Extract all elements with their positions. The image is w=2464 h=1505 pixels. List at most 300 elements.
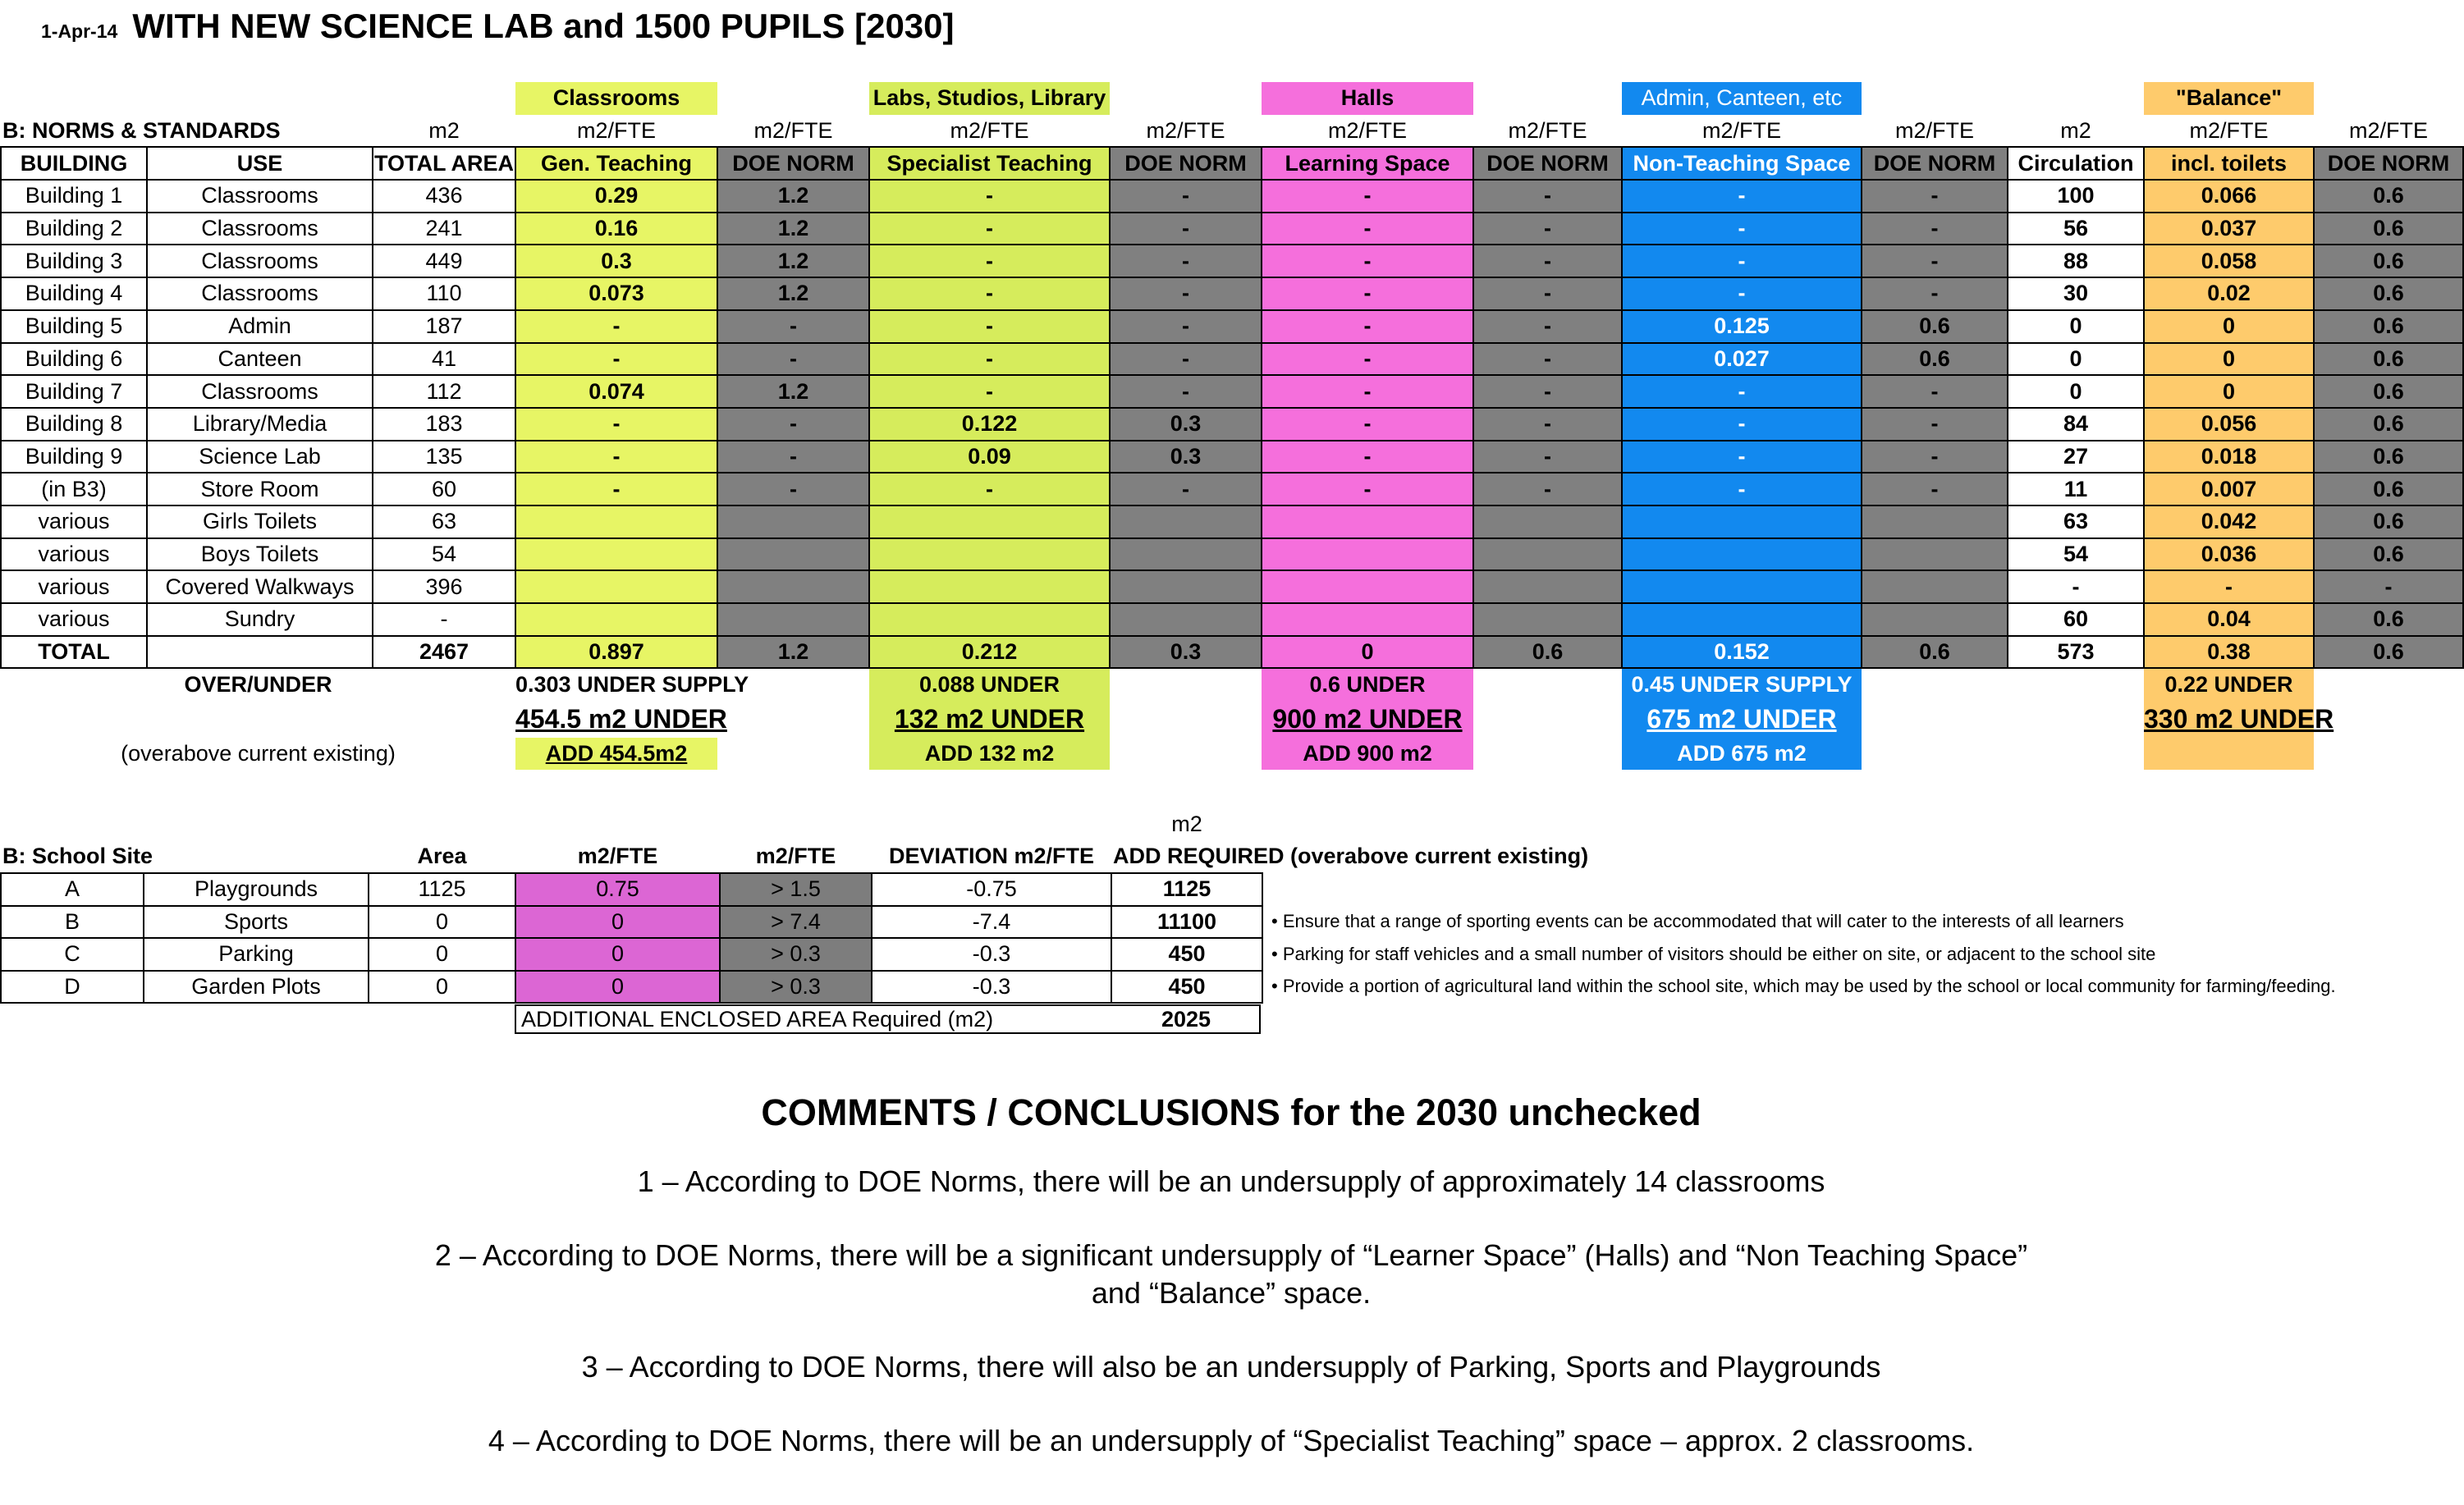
header-incl-toilets: incl. toilets — [2144, 147, 2314, 180]
doe-norm-specialist-cell — [1110, 603, 1262, 636]
spacer — [1473, 701, 1622, 738]
site-deviation: -0.3 — [872, 971, 1111, 1004]
circulation-cell: 100 — [2008, 180, 2144, 213]
doe-norm-teaching-cell — [717, 603, 869, 636]
use-cell: Girls Toilets — [147, 505, 373, 538]
doe-norm-teaching-cell: - — [717, 408, 869, 441]
specialist-teaching-cell: - — [869, 245, 1110, 277]
doe-norm-non-teaching-cell: - — [1862, 408, 2008, 441]
site-area: 1125 — [369, 873, 515, 906]
building-cell: Building 4 — [1, 277, 147, 310]
m2-under-admin: 675 m2 UNDER — [1622, 701, 1862, 738]
doe-norm-non-teaching-cell: - — [1862, 245, 2008, 277]
building-cell: Building 1 — [1, 180, 147, 213]
doe-norm-learning-cell — [1473, 570, 1622, 603]
comment-4: 4 – According to DOE Norms, there will be an undersupply of “Specialist Teaching” space – approx. 2 classrooms. — [488, 1424, 1975, 1457]
incl-toilets-cell: 0.042 — [2144, 505, 2314, 538]
doe-norm-balance-cell: 0.6 — [2314, 408, 2463, 441]
specialist-teaching-cell — [869, 538, 1110, 571]
total-area-cell: 135 — [373, 441, 515, 473]
specialist-teaching-cell — [869, 570, 1110, 603]
comment-3: 3 – According to DOE Norms, there will also be an undersupply of Parking, Sports and Playgrounds — [581, 1350, 1881, 1384]
header-use: USE — [147, 147, 373, 180]
units-row — [1, 115, 2463, 148]
incl-toilets-cell: 0.04 — [2144, 603, 2314, 636]
doe-norm-balance-cell: 0.6 — [2314, 277, 2463, 310]
spacer — [1473, 738, 1622, 771]
unit-doe-norm-non-teaching: m2/FTE — [1894, 117, 1974, 143]
learning-space-cell — [1262, 505, 1473, 538]
total-non-teaching-space: 0.152 — [1622, 636, 1862, 669]
learning-space-cell — [1262, 603, 1473, 636]
building-cell: Building 6 — [1, 343, 147, 376]
use-cell: Sundry — [147, 603, 373, 636]
site-id: A — [1, 873, 144, 906]
specialist-teaching-cell: - — [869, 375, 1110, 408]
site-header-fte: m2/FTE — [577, 844, 658, 869]
section-site-title: B: School Site — [2, 844, 153, 869]
spacer — [1862, 701, 2144, 738]
add-row-label: (overabove current existing) — [121, 740, 396, 766]
doe-norm-balance-cell: 0.6 — [2314, 505, 2463, 538]
use-cell: Classrooms — [147, 180, 373, 213]
site-row — [1, 906, 2463, 939]
over-under-halls: 0.6 UNDER — [1262, 668, 1473, 701]
table-row — [1, 473, 2463, 505]
doe-norm-specialist-cell: 0.3 — [1110, 441, 1262, 473]
site-header-area: Area — [417, 844, 467, 869]
building-cell: (in B3) — [1, 473, 147, 505]
site-header-add: ADD REQUIRED (overabove current existing) — [1113, 844, 1589, 869]
use-cell: Classrooms — [147, 245, 373, 277]
unit-doe-norm-teaching: m2/FTE — [753, 117, 833, 143]
enclosed-area-label: ADDITIONAL ENCLOSED AREA Required (m2) — [521, 1006, 994, 1032]
total-learning-space: 0 — [1262, 636, 1473, 669]
site-header-norm: m2/FTE — [755, 844, 836, 869]
doe-norm-specialist-cell: - — [1110, 180, 1262, 213]
add-labs: ADD 132 m2 — [869, 738, 1110, 771]
spacer — [2314, 738, 2463, 771]
circulation-cell: 54 — [2008, 538, 2144, 571]
doe-norm-teaching-cell — [717, 570, 869, 603]
doe-norm-learning-cell: - — [1473, 441, 1622, 473]
learning-space-cell: - — [1262, 441, 1473, 473]
circulation-cell: 30 — [2008, 277, 2144, 310]
total-area-cell: 183 — [373, 408, 515, 441]
gen-teaching-cell: - — [515, 408, 717, 441]
table-row — [1, 603, 2463, 636]
gen-teaching-cell — [515, 603, 717, 636]
non-teaching-space-cell: - — [1622, 473, 1862, 505]
total-area-cell: 241 — [373, 213, 515, 245]
specialist-teaching-cell: - — [869, 343, 1110, 376]
doe-norm-teaching-cell: 1.2 — [717, 180, 869, 213]
site-m2-row — [1, 808, 2463, 841]
site-row — [1, 938, 2463, 971]
spacer — [1473, 668, 1622, 701]
circulation-cell: - — [2008, 570, 2144, 603]
gen-teaching-cell: 0.16 — [515, 213, 717, 245]
site-area: 0 — [369, 906, 515, 939]
doe-norm-learning-cell — [1473, 603, 1622, 636]
total-area-cell: - — [373, 603, 515, 636]
norms-table — [0, 82, 2464, 770]
spacer — [1862, 668, 2144, 701]
gen-teaching-cell — [515, 570, 717, 603]
site-area: 0 — [369, 971, 515, 1004]
site-note: • Parking for staff vehicles and a small number of visitors should be either on site, or adjacent to the school site — [1271, 943, 2156, 964]
spacer — [1110, 668, 1262, 701]
use-cell: Canteen — [147, 343, 373, 376]
doe-norm-balance-cell: 0.6 — [2314, 538, 2463, 571]
site-fte: 0.75 — [515, 873, 720, 906]
section-norms-title: B: NORMS & STANDARDS — [2, 117, 281, 143]
table-row — [1, 213, 2463, 245]
specialist-teaching-cell: 0.122 — [869, 408, 1110, 441]
building-cell: Building 5 — [1, 310, 147, 343]
doe-norm-teaching-cell: - — [717, 310, 869, 343]
doe-norm-specialist-cell: - — [1110, 310, 1262, 343]
incl-toilets-cell: 0.066 — [2144, 180, 2314, 213]
m2-under-classrooms: 454.5 m2 UNDER — [515, 704, 727, 734]
doe-norm-specialist-cell — [1110, 538, 1262, 571]
site-note: • Provide a portion of agricultural land within the school site, which may be used by the school or local community for farming/feeding. — [1271, 976, 2336, 997]
table-row — [1, 375, 2463, 408]
circulation-cell: 84 — [2008, 408, 2144, 441]
non-teaching-space-cell — [1622, 505, 1862, 538]
add-admin: ADD 675 m2 — [1622, 738, 1862, 771]
category-balance: "Balance" — [2144, 82, 2314, 115]
comment-2 — [0, 1237, 2462, 1312]
doe-norm-balance-cell: 0.6 — [2314, 213, 2463, 245]
site-norm: > 0.3 — [720, 971, 872, 1004]
sheet-date: 1-Apr-14 — [41, 21, 118, 42]
total-specialist-teaching: 0.212 — [869, 636, 1110, 669]
circulation-cell: 0 — [2008, 310, 2144, 343]
unit-learning-space: m2/FTE — [1327, 117, 1407, 143]
site-fte: 0 — [515, 938, 720, 971]
category-row — [1, 82, 2463, 115]
non-teaching-space-cell: - — [1622, 277, 1862, 310]
use-cell: Library/Media — [147, 408, 373, 441]
circulation-cell: 11 — [2008, 473, 2144, 505]
table-row — [1, 277, 2463, 310]
doe-norm-balance-cell: 0.6 — [2314, 310, 2463, 343]
site-row — [1, 873, 2463, 906]
site-area: 0 — [369, 938, 515, 971]
use-cell: Store Room — [147, 473, 373, 505]
doe-norm-non-teaching-cell: - — [1862, 180, 2008, 213]
circulation-cell: 56 — [2008, 213, 2144, 245]
learning-space-cell: - — [1262, 473, 1473, 505]
incl-toilets-cell: 0 — [2144, 343, 2314, 376]
over-under-row — [1, 668, 2463, 701]
non-teaching-space-cell — [1622, 570, 1862, 603]
circulation-cell: 63 — [2008, 505, 2144, 538]
doe-norm-teaching-cell: 1.2 — [717, 213, 869, 245]
doe-norm-teaching-cell — [717, 505, 869, 538]
unit-doe-norm-specialist: m2/FTE — [1146, 117, 1225, 143]
site-fte: 0 — [515, 971, 720, 1004]
building-cell: Building 2 — [1, 213, 147, 245]
header-doe-norm-learning: DOE NORM — [1473, 147, 1622, 180]
doe-norm-teaching-cell: 1.2 — [717, 245, 869, 277]
doe-norm-non-teaching-cell: - — [1862, 473, 2008, 505]
incl-toilets-cell: 0.036 — [2144, 538, 2314, 571]
unit-total-area: m2 — [428, 117, 460, 143]
spacer — [1, 82, 515, 115]
doe-norm-non-teaching-cell: 0.6 — [1862, 343, 2008, 376]
circulation-cell: 0 — [2008, 343, 2144, 376]
site-add: 450 — [1111, 938, 1262, 971]
non-teaching-space-cell: - — [1622, 180, 1862, 213]
doe-norm-specialist-cell: - — [1110, 277, 1262, 310]
header-learning-space: Learning Space — [1262, 147, 1473, 180]
header-gen-teaching: Gen. Teaching — [515, 147, 717, 180]
sheet-title: WITH NEW SCIENCE LAB and 1500 PUPILS [2030] — [132, 7, 955, 45]
table-row — [1, 408, 2463, 441]
doe-norm-teaching-cell: - — [717, 343, 869, 376]
doe-norm-specialist-cell — [1110, 570, 1262, 603]
doe-norm-balance-cell: 0.6 — [2314, 473, 2463, 505]
additional-enclosed-area — [515, 1004, 1261, 1034]
site-norm: > 1.5 — [720, 873, 872, 906]
spacer — [1110, 82, 1262, 115]
table-row — [1, 570, 2463, 603]
use-cell: Covered Walkways — [147, 570, 373, 603]
table-row — [1, 538, 2463, 571]
over-under-label: OVER/UNDER — [184, 672, 332, 698]
doe-norm-non-teaching-cell — [1862, 505, 2008, 538]
specialist-teaching-cell — [869, 505, 1110, 538]
building-cell: Building 3 — [1, 245, 147, 277]
doe-norm-learning-cell: - — [1473, 375, 1622, 408]
total-doe-norm-specialist: 0.3 — [1110, 636, 1262, 669]
specialist-teaching-cell: - — [869, 473, 1110, 505]
non-teaching-space-cell — [1622, 603, 1862, 636]
header-circulation: Circulation — [2008, 147, 2144, 180]
gen-teaching-cell: 0.074 — [515, 375, 717, 408]
unit-gen-teaching: m2/FTE — [576, 117, 656, 143]
gen-teaching-cell: 0.29 — [515, 180, 717, 213]
total-area-cell: 396 — [373, 570, 515, 603]
doe-norm-teaching-cell: 1.2 — [717, 375, 869, 408]
incl-toilets-cell: 0 — [2144, 375, 2314, 408]
enclosed-area-value: 2025 — [1161, 1006, 1211, 1032]
use-cell: Classrooms — [147, 375, 373, 408]
spacer — [1473, 82, 1622, 115]
doe-norm-teaching-cell: - — [717, 441, 869, 473]
non-teaching-space-cell — [1622, 538, 1862, 571]
building-cell: various — [1, 538, 147, 571]
circulation-cell: 88 — [2008, 245, 2144, 277]
specialist-teaching-cell: 0.09 — [869, 441, 1110, 473]
header-specialist-teaching: Specialist Teaching — [869, 147, 1110, 180]
doe-norm-balance-cell: - — [2314, 570, 2463, 603]
specialist-teaching-cell — [869, 603, 1110, 636]
learning-space-cell — [1262, 538, 1473, 571]
circulation-cell: 60 — [2008, 603, 2144, 636]
doe-norm-specialist-cell: - — [1110, 213, 1262, 245]
doe-norm-non-teaching-cell — [1862, 570, 2008, 603]
total-doe-norm-teaching: 1.2 — [717, 636, 869, 669]
total-area-cell: 60 — [373, 473, 515, 505]
table-row — [1, 505, 2463, 538]
learning-space-cell: - — [1262, 310, 1473, 343]
total-row — [1, 636, 2463, 669]
doe-norm-learning-cell: - — [1473, 408, 1622, 441]
incl-toilets-cell: 0.037 — [2144, 213, 2314, 245]
over-under-admin: 0.45 UNDER SUPPLY — [1622, 668, 1862, 701]
unit-incl-toilets: m2/FTE — [2189, 117, 2269, 143]
doe-norm-balance-cell: 0.6 — [2314, 375, 2463, 408]
spacer — [1262, 808, 2463, 841]
spacer — [1, 808, 1111, 841]
m2-under-halls: 900 m2 UNDER — [1262, 701, 1473, 738]
gen-teaching-cell: 0.3 — [515, 245, 717, 277]
doe-norm-balance-cell: 0.6 — [2314, 441, 2463, 473]
total-building: TOTAL — [1, 636, 147, 669]
building-cell: Building 9 — [1, 441, 147, 473]
gen-teaching-cell: - — [515, 310, 717, 343]
add-classrooms: ADD 454.5m2 — [515, 738, 717, 771]
doe-norm-learning-cell: - — [1473, 180, 1622, 213]
spacer — [1110, 701, 1262, 738]
use-cell: Science Lab — [147, 441, 373, 473]
total-area-cell: 436 — [373, 180, 515, 213]
site-id: C — [1, 938, 144, 971]
site-note: • Ensure that a range of sporting events can be accommodated that will cater to the interests of all learners — [1271, 911, 2124, 932]
spacer — [717, 82, 869, 115]
sheet-heading — [41, 7, 955, 54]
doe-norm-teaching-cell — [717, 538, 869, 571]
table-row — [1, 310, 2463, 343]
doe-norm-balance-cell: 0.6 — [2314, 603, 2463, 636]
comment-2-line-2: and “Balance” space. — [1091, 1276, 1372, 1310]
doe-norm-learning-cell — [1473, 538, 1622, 571]
over-under-labs: 0.088 UNDER — [869, 668, 1110, 701]
m2-under-row — [1, 701, 2463, 738]
m2-under-labs: 132 m2 UNDER — [869, 701, 1110, 738]
site-name: Sports — [144, 906, 369, 939]
use-cell: Boys Toilets — [147, 538, 373, 571]
doe-norm-non-teaching-cell — [1862, 603, 2008, 636]
site-add: 11100 — [1111, 906, 1262, 939]
comments-title: COMMENTS / CONCLUSIONS for the 2030 unchecked — [761, 1091, 1701, 1133]
doe-norm-teaching-cell: 1.2 — [717, 277, 869, 310]
specialist-teaching-cell: - — [869, 277, 1110, 310]
column-header-row — [1, 147, 2463, 180]
specialist-teaching-cell: - — [869, 180, 1110, 213]
spacer — [2314, 668, 2463, 701]
comment-2-line-1: 2 – According to DOE Norms, there will be a significant undersupply of “Learner Space” (Halls) and “Non Teaching Space” — [434, 1238, 2028, 1272]
gen-teaching-cell: 0.073 — [515, 277, 717, 310]
header-doe-norm-balance: DOE NORM — [2314, 147, 2463, 180]
non-teaching-space-cell: - — [1622, 408, 1862, 441]
category-halls: Halls — [1262, 82, 1473, 115]
unit-doe-norm-learning: m2/FTE — [1508, 117, 1587, 143]
site-note — [1262, 873, 2463, 906]
total-area-cell: 112 — [373, 375, 515, 408]
gen-teaching-cell: - — [515, 441, 717, 473]
total-use — [147, 636, 373, 669]
circulation-cell: 27 — [2008, 441, 2144, 473]
incl-toilets-cell: 0.007 — [2144, 473, 2314, 505]
non-teaching-space-cell: - — [1622, 245, 1862, 277]
add-balance — [2144, 738, 2314, 771]
unit-non-teaching-space: m2/FTE — [1701, 117, 1781, 143]
site-name: Garden Plots — [144, 971, 369, 1004]
gen-teaching-cell: - — [515, 473, 717, 505]
header-doe-norm-specialist: DOE NORM — [1110, 147, 1262, 180]
incl-toilets-cell: 0.02 — [2144, 277, 2314, 310]
add-halls: ADD 900 m2 — [1262, 738, 1473, 771]
spacer — [2314, 82, 2463, 115]
spacer — [1110, 738, 1262, 771]
site-id: D — [1, 971, 144, 1004]
doe-norm-specialist-cell: - — [1110, 473, 1262, 505]
doe-norm-learning-cell: - — [1473, 213, 1622, 245]
header-doe-norm-teaching: DOE NORM — [717, 147, 869, 180]
use-cell: Classrooms — [147, 213, 373, 245]
spacer — [717, 701, 869, 738]
table-row — [1, 245, 2463, 277]
building-cell: Building 8 — [1, 408, 147, 441]
doe-norm-non-teaching-cell: - — [1862, 277, 2008, 310]
incl-toilets-cell: 0 — [2144, 310, 2314, 343]
school-site-table — [0, 808, 2463, 1004]
doe-norm-non-teaching-cell — [1862, 538, 2008, 571]
incl-toilets-cell: - — [2144, 570, 2314, 603]
add-row — [1, 738, 2463, 771]
site-add: 450 — [1111, 971, 1262, 1004]
learning-space-cell: - — [1262, 343, 1473, 376]
doe-norm-non-teaching-cell: 0.6 — [1862, 310, 2008, 343]
spacer — [1862, 738, 2144, 771]
total-doe-norm-learning: 0.6 — [1473, 636, 1622, 669]
table-row — [1, 343, 2463, 376]
site-deviation: -0.75 — [872, 873, 1111, 906]
building-cell: various — [1, 505, 147, 538]
doe-norm-non-teaching-cell: - — [1862, 441, 2008, 473]
total-incl-toilets: 0.38 — [2144, 636, 2314, 669]
total-area-cell: 110 — [373, 277, 515, 310]
unit-doe-norm-balance: m2/FTE — [2348, 117, 2428, 143]
category-admin: Admin, Canteen, etc — [1622, 82, 1862, 115]
learning-space-cell: - — [1262, 180, 1473, 213]
unit-specialist-teaching: m2/FTE — [950, 117, 1029, 143]
specialist-teaching-cell: - — [869, 213, 1110, 245]
total-gen-teaching: 0.897 — [515, 636, 717, 669]
header-building: BUILDING — [1, 147, 147, 180]
use-cell: Admin — [147, 310, 373, 343]
spacer — [1862, 82, 2144, 115]
site-header-deviation: DEVIATION m2/FTE — [888, 844, 1095, 869]
total-area-cell: 41 — [373, 343, 515, 376]
building-cell: various — [1, 603, 147, 636]
non-teaching-space-cell: 0.027 — [1622, 343, 1862, 376]
gen-teaching-cell: - — [515, 343, 717, 376]
doe-norm-balance-cell: 0.6 — [2314, 180, 2463, 213]
category-labs: Labs, Studios, Library — [869, 82, 1110, 115]
building-cell: Building 7 — [1, 375, 147, 408]
doe-norm-learning-cell: - — [1473, 310, 1622, 343]
doe-norm-learning-cell: - — [1473, 343, 1622, 376]
learning-space-cell: - — [1262, 277, 1473, 310]
site-fte: 0 — [515, 906, 720, 939]
doe-norm-specialist-cell: - — [1110, 375, 1262, 408]
header-doe-norm-non-teaching: DOE NORM — [1862, 147, 2008, 180]
